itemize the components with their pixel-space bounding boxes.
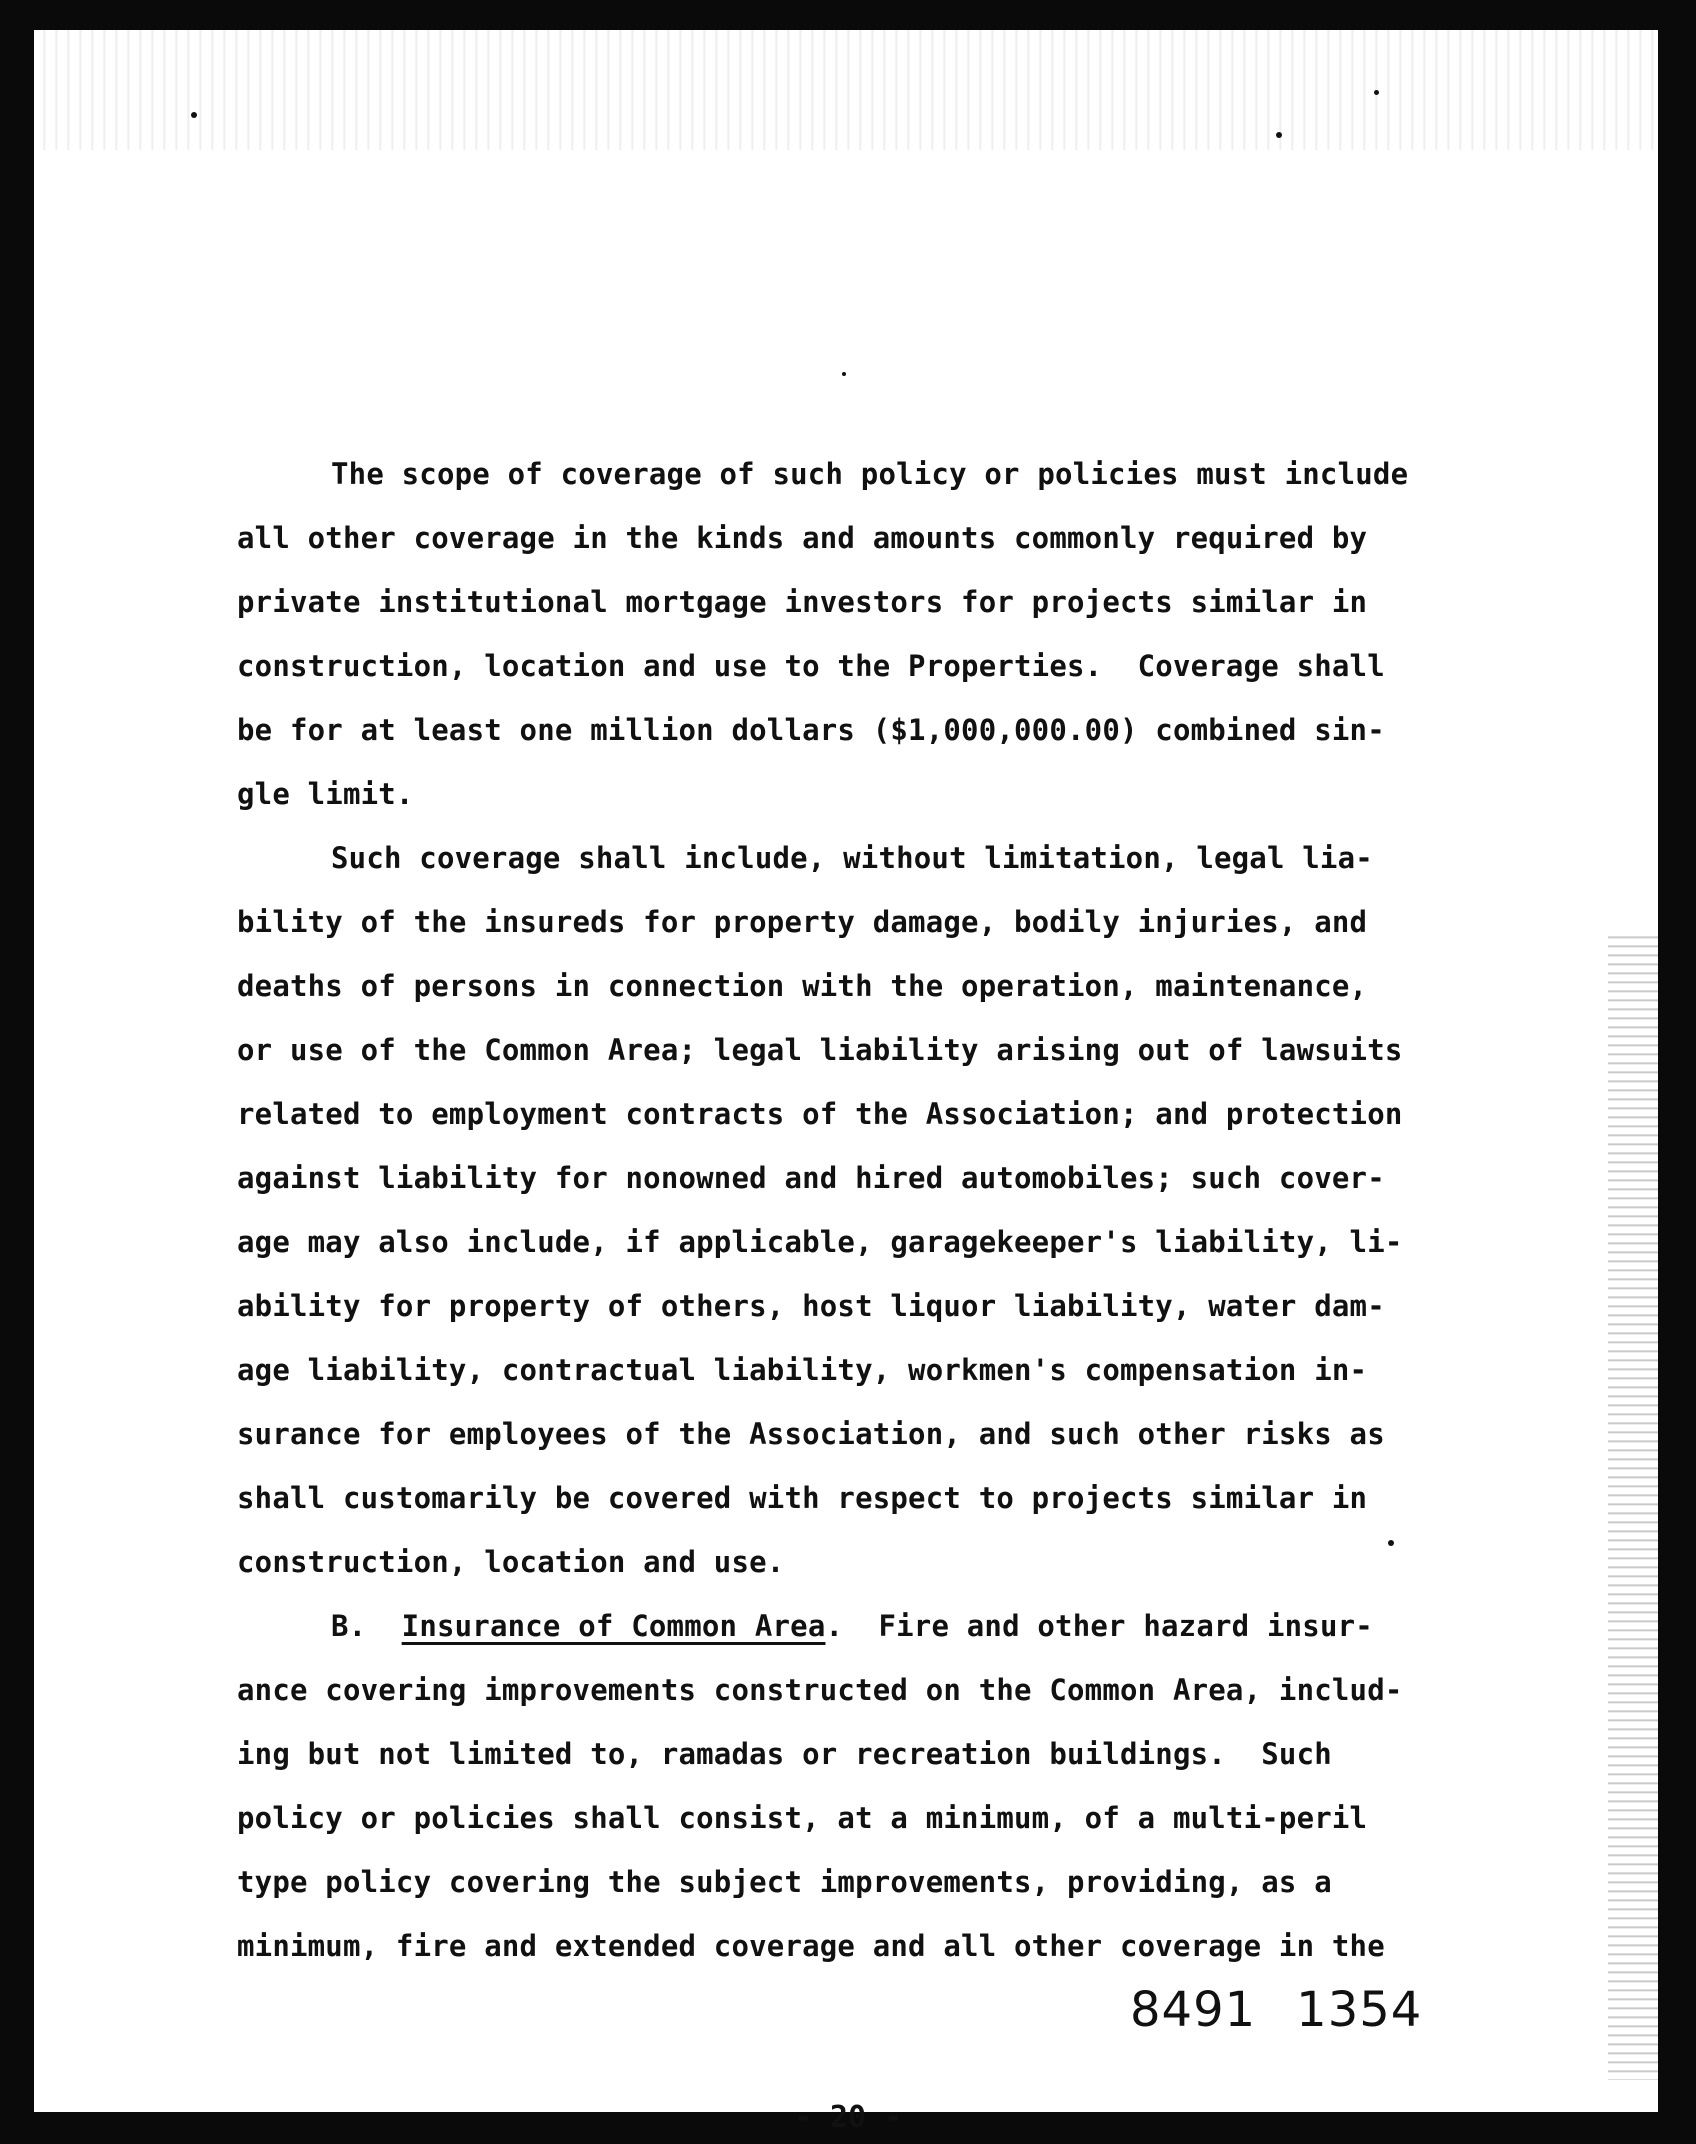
text-line: minimum, fire and extended coverage and all other coverage in the xyxy=(237,1929,1385,1963)
stamp-book-number: 8491 xyxy=(1130,1982,1257,2038)
scan-speck xyxy=(1276,132,1282,138)
text-line: Such coverage shall include, without limitation, legal lia- xyxy=(331,841,1373,875)
text-line: all other coverage in the kinds and amounts commonly required by xyxy=(237,521,1368,555)
text-line: deaths of persons in connection with the operation, maintenance, xyxy=(237,969,1368,1003)
text-line: construction, location and use. xyxy=(237,1545,785,1579)
text-line: age may also include, if applicable, garagekeeper's liability, li- xyxy=(237,1225,1403,1259)
scan-speck xyxy=(191,112,197,118)
text-line: age liability, contractual liability, workmen's compensation in- xyxy=(237,1353,1368,1387)
text-line: bility of the insureds for property damage, bodily injuries, and xyxy=(237,905,1368,939)
scan-speck xyxy=(842,372,846,376)
recording-stamp xyxy=(1130,1982,1422,2038)
page-number: - 20 - xyxy=(793,2100,903,2135)
section-label: B. xyxy=(331,1609,367,1643)
text-line: type policy covering the subject improvements, providing, as a xyxy=(237,1865,1332,1899)
text-line: be for at least one million dollars ($1,000,000.00) combined sin- xyxy=(237,713,1385,747)
text-line: construction, location and use to the Properties. Coverage shall xyxy=(237,649,1385,683)
stamp-page-number: 1354 xyxy=(1296,1982,1423,2038)
text-line: ing but not limited to, ramadas or recreation buildings. Such xyxy=(237,1737,1332,1771)
scan-speck xyxy=(1374,90,1379,95)
text-line: surance for employees of the Association, and such other risks as xyxy=(237,1417,1385,1451)
text-fragment: . Fire and other hazard insur- xyxy=(825,1609,1373,1643)
section-heading: Insurance of Common Area xyxy=(401,1609,826,1643)
text-line: private institutional mortgage investors for projects similar in xyxy=(237,585,1368,619)
document-body xyxy=(237,442,1577,1978)
scan-noise-top xyxy=(34,30,1658,150)
text-line: ability for property of others, host liquor liability, water dam- xyxy=(237,1289,1385,1323)
text-line: shall customarily be covered with respect to projects similar in xyxy=(237,1481,1368,1515)
text-line: related to employment contracts of the Association; and protection xyxy=(237,1097,1403,1131)
text-line: against liability for nonowned and hired automobiles; such cover- xyxy=(237,1161,1385,1195)
text-line: policy or policies shall consist, at a minimum, of a multi-peril xyxy=(237,1801,1368,1835)
text-line: The scope of coverage of such policy or policies must include xyxy=(331,457,1409,491)
document-page xyxy=(34,30,1658,2112)
text-line: ance covering improvements constructed on the Common Area, includ- xyxy=(237,1673,1403,1707)
section-b-heading-line xyxy=(237,1594,1577,1658)
text-line: or use of the Common Area; legal liability arising out of lawsuits xyxy=(237,1033,1403,1067)
text-line: gle limit. xyxy=(237,777,414,811)
scan-noise-right xyxy=(1608,930,1658,2080)
